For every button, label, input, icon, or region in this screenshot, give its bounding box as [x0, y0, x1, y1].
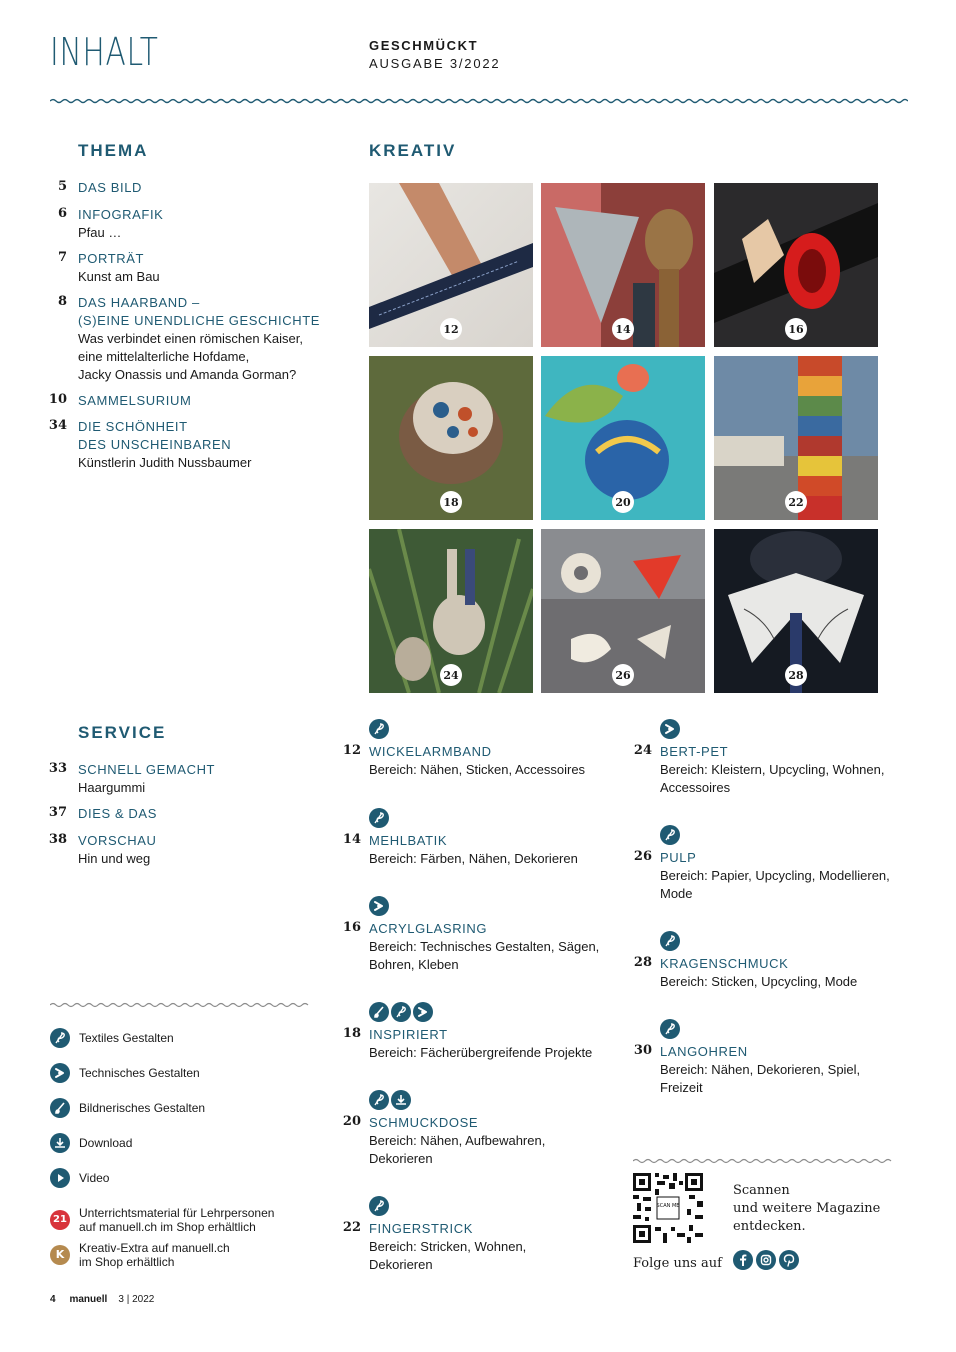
entry-subtitle: Bereich: Fächerübergreifende Projekte	[369, 1045, 593, 1060]
qr-code-graphic	[633, 1173, 703, 1243]
page-number: 12	[342, 743, 361, 758]
photo-pulp[interactable]	[541, 529, 705, 693]
entry-title: INSPIRIERT	[369, 1027, 448, 1042]
photo-langohren[interactable]	[369, 529, 533, 693]
legend-label: Textiles Gestalten	[79, 1031, 174, 1045]
page-footer	[50, 1294, 154, 1305]
needle-icon	[391, 1002, 411, 1022]
arrow-icon	[369, 896, 389, 916]
entry-title: PORTRÄT	[78, 251, 145, 266]
entry-subtitle: Bereich: Nähen, Sticken, Accessoires	[369, 762, 586, 777]
legend-label-group	[79, 1241, 230, 1269]
entry-subtitle: Kunst am Bau	[78, 269, 160, 284]
entry-title: BERT-PET	[660, 744, 729, 759]
kreativ-entry[interactable]	[342, 1002, 619, 1062]
toc-entry[interactable]	[57, 294, 358, 384]
legend-label: Bildnerisches Gestalten	[79, 1101, 206, 1115]
arrow-icon	[660, 719, 680, 739]
toc-entry[interactable]	[48, 392, 358, 410]
kreativ-entry[interactable]	[342, 719, 619, 779]
entry-title: DAS BILD	[78, 180, 143, 195]
entry-subtitle: Dekorieren	[369, 1257, 433, 1272]
page-number: 8	[57, 294, 67, 309]
entry-title: (S)EINE UNENDLICHE GESCHICHTE	[78, 313, 321, 328]
legend-label: Video	[79, 1171, 110, 1185]
kreativ-badge-icon: K	[50, 1245, 70, 1265]
footer-issue: 3 | 2022	[118, 1294, 155, 1305]
page-number: 7	[57, 250, 67, 265]
entry-subtitle: Bereich: Kleistern, Upcycling, Wohnen,	[660, 762, 885, 777]
qr-caption-line: und weitere Magazine	[733, 1201, 881, 1216]
entry-title: PULP	[660, 850, 697, 865]
photo-inspiriert[interactable]	[369, 356, 533, 520]
page-badge: 22	[785, 491, 807, 513]
page-number: 5	[57, 179, 67, 194]
footer-brand: manuell	[69, 1294, 108, 1305]
legend-label: Unterrichtsmaterial für Lehrpersonen	[79, 1206, 275, 1220]
page-number: 24	[633, 743, 652, 758]
toc-entry[interactable]	[48, 418, 358, 472]
needle-icon	[369, 719, 389, 739]
entry-subtitle: Haargummi	[78, 780, 146, 795]
legend-label: Technisches Gestalten	[79, 1066, 200, 1080]
page-number: 22	[342, 1220, 361, 1235]
section-title-kreativ: KREATIV	[369, 141, 457, 160]
legend-bildnerisches	[50, 1098, 205, 1118]
kreativ-entry[interactable]	[342, 1090, 619, 1168]
legend-label: im Shop erhältlich	[79, 1255, 175, 1269]
facebook-icon[interactable]	[733, 1250, 753, 1270]
toc-entry[interactable]	[57, 206, 358, 242]
page-number: 16	[342, 920, 361, 935]
entry-subtitle: Künstlerin Judith Nussbaumer	[78, 455, 252, 470]
qr-scan-label: SCAN ME	[656, 1203, 680, 1209]
download-icon	[391, 1090, 411, 1110]
entry-title: DIE SCHÖNHEIT	[78, 419, 188, 434]
entry-title: DIES & DAS	[78, 806, 157, 821]
legend-kreativ-extra	[50, 1241, 230, 1269]
qr-divider	[633, 1158, 893, 1164]
legend-label: Kreativ-Extra auf manuell.ch	[79, 1241, 230, 1255]
entry-subtitle: Accessoires	[660, 780, 731, 795]
legend-technisches	[50, 1063, 200, 1083]
section-title-service: SERVICE	[78, 723, 167, 742]
page-number: 37	[48, 805, 67, 820]
photo-schmuckdose[interactable]	[541, 356, 705, 520]
needle-icon	[369, 1196, 389, 1216]
follow-label: Folge uns auf	[633, 1256, 722, 1271]
section-title-thema: THEMA	[78, 141, 149, 160]
needle-icon	[369, 1090, 389, 1110]
entry-subtitle: Jacky Onassis und Amanda Gorman?	[78, 367, 297, 382]
legend-label: auf manuell.ch im Shop erhältlich	[79, 1220, 256, 1234]
footer-page-number: 4	[50, 1294, 56, 1305]
photo-fingerstrick[interactable]	[714, 356, 878, 520]
pinterest-icon[interactable]	[779, 1250, 799, 1270]
entry-subtitle: Was verbindet einen römischen Kaiser,	[78, 331, 303, 346]
kreativ-entry[interactable]	[342, 1196, 619, 1274]
qr-code[interactable]	[633, 1173, 703, 1243]
social-links	[733, 1250, 799, 1270]
magazine-title: GESCHMÜCKT	[369, 38, 479, 53]
page-title: INHALT	[50, 30, 159, 74]
page-badge: 20	[612, 491, 634, 513]
header-divider	[50, 98, 908, 104]
page-badge: 18	[440, 491, 462, 513]
page-number: 6	[57, 206, 67, 221]
entry-subtitle: Dekorieren	[369, 1151, 433, 1166]
entry-title: INFOGRAFIK	[78, 207, 164, 222]
kreativ-entry[interactable]	[342, 808, 619, 868]
legend-label-group	[79, 1206, 274, 1234]
page-number: 30	[633, 1043, 652, 1058]
entry-title: SAMMELSURIUM	[78, 393, 192, 408]
toc-entry[interactable]	[57, 250, 358, 286]
entry-title: FINGERSTRICK	[369, 1221, 473, 1236]
entry-title: VORSCHAU	[78, 833, 157, 848]
arrow-icon	[413, 1002, 433, 1022]
legend-divider	[50, 1002, 310, 1008]
photo-mehlbatik[interactable]	[541, 183, 705, 347]
qr-caption-line: Scannen	[733, 1183, 790, 1198]
photo-acrylglasring[interactable]	[714, 183, 878, 347]
qr-caption-line: entdecken.	[733, 1219, 806, 1234]
kreativ-entry[interactable]	[342, 896, 619, 974]
entry-title: DES UNSCHEINBAREN	[78, 437, 232, 452]
page-badge: 28	[785, 664, 807, 686]
page-badge: 26	[612, 664, 634, 686]
entry-subtitle: Bereich: Technisches Gestalten, Sägen,	[369, 939, 600, 954]
legend-download	[50, 1133, 132, 1153]
entry-title: SCHMUCKDOSE	[369, 1115, 479, 1130]
entry-subtitle: Freizeit	[660, 1080, 703, 1095]
page-number: 10	[48, 392, 67, 407]
toc-entry[interactable]	[57, 179, 358, 197]
kreativ-entry[interactable]	[633, 719, 910, 797]
photo-wickelarmband[interactable]	[369, 183, 533, 347]
entry-title: SCHNELL GEMACHT	[78, 762, 216, 777]
page-number: 14	[342, 832, 361, 847]
toc-entry[interactable]	[48, 832, 358, 868]
legend-label: Download	[79, 1136, 133, 1150]
entry-subtitle: Bereich: Nähen, Dekorieren, Spiel,	[660, 1062, 861, 1077]
play-icon	[50, 1168, 70, 1188]
needle-icon	[50, 1028, 70, 1048]
entry-title: LANGOHREN	[660, 1044, 748, 1059]
kreativ-entry[interactable]	[633, 931, 910, 991]
entry-title: DAS HAARBAND –	[78, 295, 200, 310]
needle-icon	[660, 825, 680, 845]
instagram-icon[interactable]	[756, 1250, 776, 1270]
needle-icon	[660, 931, 680, 951]
needle-icon	[660, 1019, 680, 1039]
needle-icon	[369, 808, 389, 828]
entry-title: KRAGENSCHMUCK	[660, 956, 789, 971]
page-badge: 14	[612, 318, 634, 340]
page-number: 33	[48, 761, 67, 776]
brush-icon	[369, 1002, 389, 1022]
toc-entry[interactable]	[48, 805, 358, 823]
page-badge: 16	[785, 318, 807, 340]
entry-subtitle: Bereich: Stricken, Wohnen,	[369, 1239, 527, 1254]
entry-subtitle: Mode	[660, 886, 693, 901]
entry-subtitle: Bereich: Färben, Nähen, Dekorieren	[369, 851, 578, 866]
legend-video	[50, 1168, 109, 1188]
page-number: 34	[48, 418, 67, 433]
entry-subtitle: Pfau …	[78, 225, 122, 240]
page-number: 38	[48, 832, 67, 847]
kreativ-entry[interactable]	[633, 1019, 910, 1097]
entry-title: MEHLBATIK	[369, 833, 448, 848]
page-number: 28	[633, 955, 652, 970]
unterricht-badge-icon: 21	[50, 1210, 70, 1230]
entry-title: ACRYLGLASRING	[369, 921, 488, 936]
download-icon	[50, 1133, 70, 1153]
entry-title: WICKELARMBAND	[369, 744, 492, 759]
page-number: 26	[633, 849, 652, 864]
entry-subtitle: Bereich: Papier, Upcycling, Modellieren,	[660, 868, 890, 883]
photo-kragenschmuck[interactable]	[714, 529, 878, 693]
brush-icon	[50, 1098, 70, 1118]
issue-number: AUSGABE 3/2022	[369, 56, 501, 71]
entry-subtitle: Bereich: Sticken, Upcycling, Mode	[660, 974, 858, 989]
qr-caption	[733, 1182, 880, 1236]
legend-textiles	[50, 1028, 174, 1048]
entry-subtitle: Hin und weg	[78, 851, 151, 866]
entry-subtitle: Bereich: Nähen, Aufbewahren,	[369, 1133, 546, 1148]
page-badge: 12	[440, 318, 462, 340]
page-number: 20	[342, 1114, 361, 1129]
page-badge: 24	[440, 664, 462, 686]
toc-entry[interactable]	[48, 761, 358, 797]
legend-unterricht	[50, 1206, 274, 1234]
entry-subtitle: Bohren, Kleben	[369, 957, 459, 972]
entry-subtitle: eine mittelalterliche Hofdame,	[78, 349, 250, 364]
arrow-icon	[50, 1063, 70, 1083]
kreativ-entry[interactable]	[633, 825, 910, 903]
page-number: 18	[342, 1026, 361, 1041]
